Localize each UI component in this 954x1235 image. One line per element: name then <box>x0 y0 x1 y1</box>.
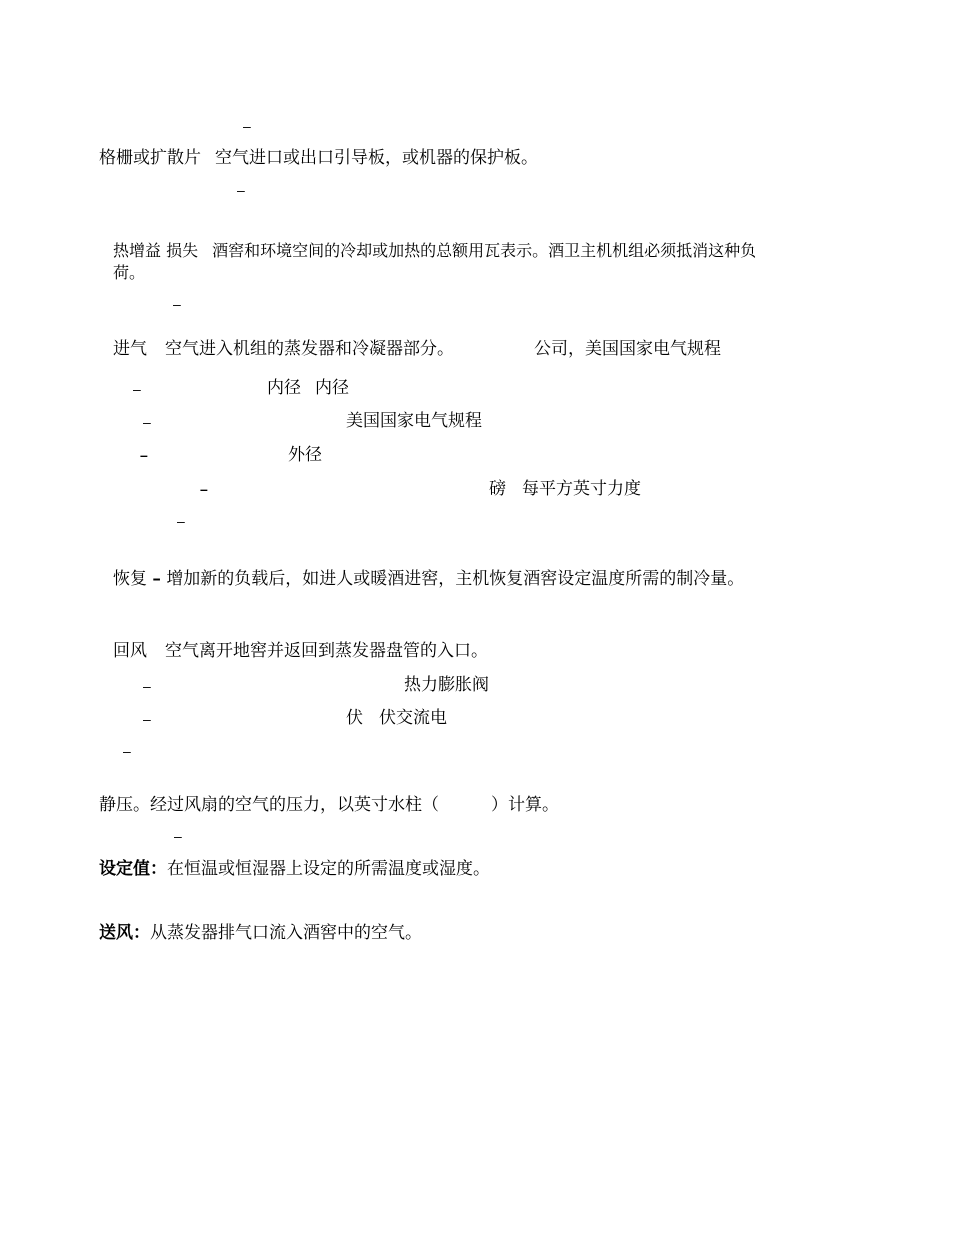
entry-heat-gain-loss <box>113 240 756 261</box>
definition: 从蒸发器排气口流入酒窖中的空气。 <box>150 923 422 943</box>
entry-od <box>288 444 322 466</box>
dash-marker: – <box>173 296 181 312</box>
definition: 空气进入机组的蒸发器和冷凝器部分。 <box>165 339 454 359</box>
dash-marker: – <box>152 569 161 589</box>
dash-marker: – <box>237 182 245 198</box>
term: 热增益 损失 <box>113 241 199 260</box>
dash-marker: – <box>143 414 151 430</box>
entry-heat-gain-loss-cont <box>113 262 145 283</box>
entry-vac <box>346 707 447 729</box>
od-text: 外径 <box>288 445 322 465</box>
static-pressure-text-end: ）计算。 <box>491 795 559 815</box>
entry-nec <box>346 410 482 432</box>
term: 恢复 <box>113 569 147 589</box>
term: 进气 <box>113 339 147 359</box>
definition: 空气进口或出口引导板，或机器的保护板。 <box>215 148 538 168</box>
entry-psi <box>489 478 641 500</box>
definition: 增加新的负载后，如进人或暖酒进窖，主机恢复酒窖设定温度所需的制冷量。 <box>166 569 745 589</box>
vac-text: 伏 <box>346 708 363 728</box>
entry-supply-air <box>99 922 422 944</box>
term: 送风： <box>99 923 150 943</box>
dash-marker: – <box>200 481 208 497</box>
dash-marker: – <box>140 447 148 463</box>
term: 设定值： <box>99 859 167 879</box>
entry-intake <box>113 338 454 360</box>
dash-marker: – <box>133 381 141 397</box>
entry-recovery <box>113 568 744 590</box>
extra-text: 公司，美国国家电气规程 <box>534 339 721 359</box>
definition-cont: 荷。 <box>113 263 146 282</box>
psi-text: 磅 <box>489 479 506 499</box>
entry-grille <box>99 147 538 169</box>
txv-text: 热力膨胀阀 <box>404 675 489 695</box>
dash-marker: – <box>177 513 185 529</box>
entry-return-air <box>113 640 488 662</box>
entry-static-pressure <box>99 794 559 816</box>
dash-marker: – <box>143 711 151 727</box>
nec-text: 美国国家电气规程 <box>346 411 482 431</box>
dash-marker: – <box>243 118 251 134</box>
entry-intake-extra <box>534 338 721 360</box>
id-text-cn: 内径 <box>315 378 349 398</box>
definition: 空气离开地窖并返回到蒸发器盘管的入口。 <box>165 641 488 661</box>
term: 回风 <box>113 641 147 661</box>
entry-id <box>267 377 349 399</box>
dash-marker: – <box>174 828 182 844</box>
vac-text-cn: 伏交流电 <box>379 708 447 728</box>
psi-text-cn: 每平方英寸力度 <box>522 479 641 499</box>
entry-setpoint <box>99 858 490 880</box>
static-pressure-text: 静压。经过风扇的空气的压力，以英寸水柱（ <box>99 795 439 815</box>
term: 格栅或扩散片 <box>99 148 201 168</box>
definition: 在恒温或恒湿器上设定的所需温度或湿度。 <box>167 859 490 879</box>
dash-marker: – <box>143 678 151 694</box>
dash-marker: – <box>123 743 131 759</box>
id-text: 内径 <box>267 378 301 398</box>
entry-txv <box>404 674 489 696</box>
definition: 酒窖和环境空间的冷却或加热的总额用瓦表示。酒卫主机机组必须抵消这种负 <box>212 241 757 260</box>
